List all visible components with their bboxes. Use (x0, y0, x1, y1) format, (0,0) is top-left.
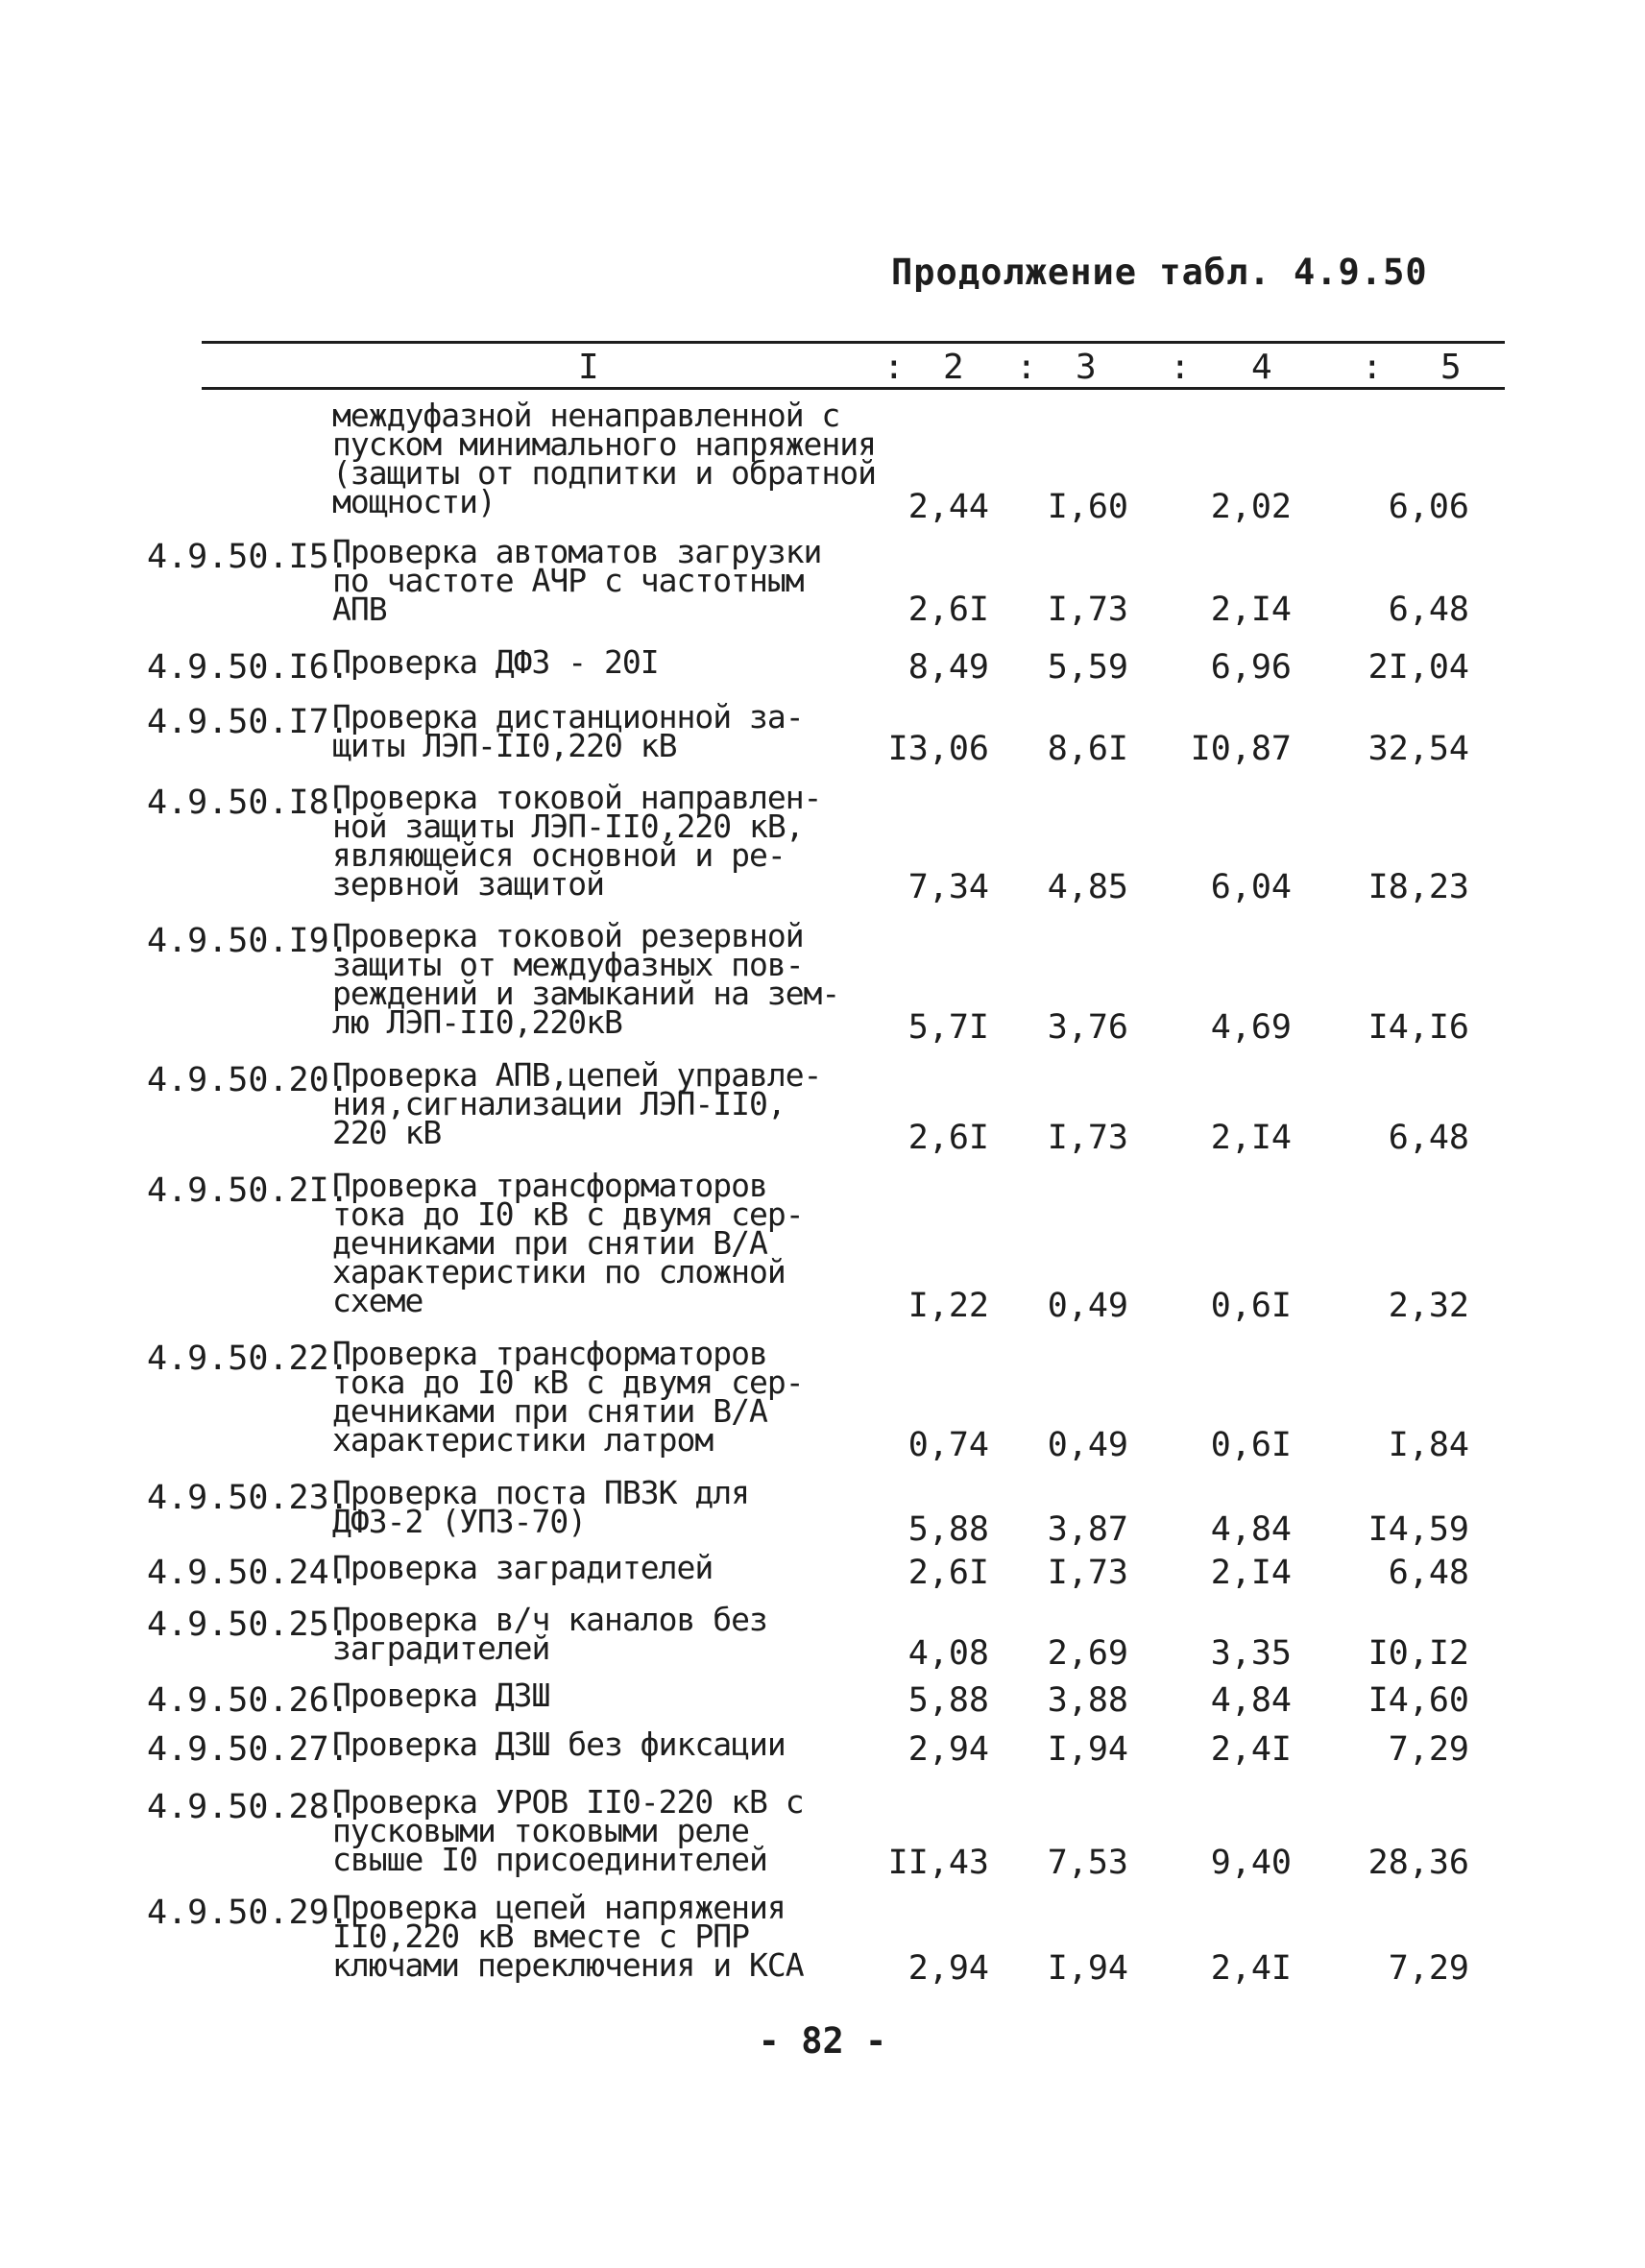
value-col-5: I4,60 (1367, 1681, 1469, 1720)
value-col-3: 2,69 (1047, 1634, 1128, 1673)
value-col-2: 2,6I (907, 591, 989, 629)
value-col-5: I8,23 (1367, 868, 1469, 906)
item-description: Проверка токовой резервной защиты от междуфазных пов- реждений и замыканий на зем- лю ЛЭП-II0,220кВ (332, 917, 840, 1041)
table-header-rule (202, 387, 1505, 390)
value-col-3: 3,87 (1047, 1510, 1128, 1549)
value-col-4: 6,96 (1210, 648, 1292, 687)
page-number: - 82 - (758, 2020, 887, 2062)
item-description: Проверка поста ПВЗК для ДФЗ-2 (УПЗ-70) (332, 1474, 749, 1540)
value-col-2: II,43 (887, 1844, 989, 1882)
value-col-4: 2,4I (1210, 1949, 1292, 1988)
item-description: Проверка УРОВ II0-220 кВ с пусковыми токовыми реле свыше I0 присоединителей (332, 1783, 804, 1878)
value-col-5: 28,36 (1367, 1844, 1469, 1882)
header-col-1: I (578, 348, 599, 387)
item-description: междуфазной ненаправленной с пуском минимального напряжения (защиты от подпитки и обратной мощности) (332, 397, 877, 520)
item-description: Проверка цепей напряжения II0,220 кВ вместе с РПР ключами переключения и КСА (332, 1889, 804, 1984)
item-code: 4.9.50.23. (147, 1479, 350, 1517)
item-code: 4.9.50.I6. (147, 648, 350, 687)
value-col-4: 2,I4 (1210, 1554, 1292, 1592)
table-caption: Продолжение табл. 4.9.50 (891, 252, 1428, 293)
value-col-3: 3,76 (1047, 1008, 1128, 1047)
item-code: 4.9.50.2I. (147, 1171, 350, 1210)
value-col-5: 2I,04 (1367, 648, 1469, 687)
item-description: Проверка в/ч каналов без заградителей (332, 1601, 767, 1667)
value-col-3: 4,85 (1047, 868, 1128, 906)
value-col-3: I,60 (1047, 488, 1128, 526)
item-description: Проверка АПВ,цепей управле- ния,сигнализации ЛЭП-II0, 220 кВ (332, 1056, 822, 1151)
value-col-5: 6,06 (1388, 488, 1469, 526)
value-col-4: 9,40 (1210, 1844, 1292, 1882)
header-col-2: 2 (943, 348, 964, 387)
item-code: 4.9.50.I9. (147, 922, 350, 960)
item-description: Проверка ДЗШ без фиксации (332, 1725, 786, 1763)
value-col-2: 2,44 (907, 488, 989, 526)
header-separator: : (1016, 348, 1037, 387)
value-col-2: I,22 (907, 1287, 989, 1325)
value-col-5: I4,I6 (1367, 1008, 1469, 1047)
table-top-rule (202, 341, 1505, 344)
value-col-4: 2,I4 (1210, 591, 1292, 629)
value-col-4: 2,I4 (1210, 1119, 1292, 1157)
header-col-5: 5 (1440, 348, 1462, 387)
item-code: 4.9.50.28. (147, 1788, 350, 1826)
value-col-3: 7,53 (1047, 1844, 1128, 1882)
header-separator: : (883, 348, 905, 387)
item-description: Проверка ДФЗ - 20I (332, 643, 659, 681)
value-col-5: 6,48 (1388, 1554, 1469, 1592)
item-code: 4.9.50.26. (147, 1681, 350, 1720)
value-col-3: I,73 (1047, 1554, 1128, 1592)
item-description: Проверка трансформаторов тока до I0 кВ с двумя сер- дечниками при снятии В/А характеристики латром (332, 1335, 804, 1459)
value-col-2: 5,7I (907, 1008, 989, 1047)
value-col-3: I,94 (1047, 1730, 1128, 1769)
value-col-5: 7,29 (1388, 1949, 1469, 1988)
value-col-2: 0,74 (907, 1426, 989, 1464)
value-col-3: 5,59 (1047, 648, 1128, 687)
item-code: 4.9.50.I7. (147, 703, 350, 741)
item-code: 4.9.50.27. (147, 1730, 350, 1769)
value-col-5: I0,I2 (1367, 1634, 1469, 1673)
item-code: 4.9.50.I8. (147, 784, 350, 822)
value-col-2: 7,34 (907, 868, 989, 906)
value-col-5: 7,29 (1388, 1730, 1469, 1769)
value-col-4: 4,84 (1210, 1510, 1292, 1549)
value-col-2: 2,6I (907, 1119, 989, 1157)
item-code: 4.9.50.22. (147, 1339, 350, 1378)
value-col-2: 5,88 (907, 1510, 989, 1549)
item-code: 4.9.50.25. (147, 1605, 350, 1644)
item-description: Проверка ДЗШ (332, 1677, 550, 1714)
value-col-5: 2,32 (1388, 1287, 1469, 1325)
value-col-4: I0,87 (1190, 730, 1292, 768)
value-col-2: 5,88 (907, 1681, 989, 1720)
value-col-2: 2,94 (907, 1730, 989, 1769)
value-col-2: 4,08 (907, 1634, 989, 1673)
value-col-3: I,73 (1047, 1119, 1128, 1157)
value-col-3: 0,49 (1047, 1426, 1128, 1464)
value-col-3: 3,88 (1047, 1681, 1128, 1720)
header-col-4: 4 (1251, 348, 1272, 387)
item-code: 4.9.50.I5. (147, 538, 350, 576)
value-col-4: 2,4I (1210, 1730, 1292, 1769)
value-col-4: 3,35 (1210, 1634, 1292, 1673)
item-description: Проверка заградителей (332, 1549, 714, 1586)
value-col-4: 4,84 (1210, 1681, 1292, 1720)
value-col-3: 8,6I (1047, 730, 1128, 768)
value-col-5: 32,54 (1367, 730, 1469, 768)
item-code: 4.9.50.29. (147, 1894, 350, 1932)
value-col-4: 4,69 (1210, 1008, 1292, 1047)
value-col-2: 2,6I (907, 1554, 989, 1592)
header-separator: : (1170, 348, 1191, 387)
value-col-3: 0,49 (1047, 1287, 1128, 1325)
item-code: 4.9.50.24. (147, 1554, 350, 1592)
value-col-5: I,84 (1388, 1426, 1469, 1464)
value-col-4: 2,02 (1210, 488, 1292, 526)
value-col-5: I4,59 (1367, 1510, 1469, 1549)
item-code: 4.9.50.20. (147, 1061, 350, 1099)
header-separator: : (1362, 348, 1383, 387)
value-col-3: I,94 (1047, 1949, 1128, 1988)
value-col-2: 8,49 (907, 648, 989, 687)
value-col-3: I,73 (1047, 591, 1128, 629)
value-col-2: 2,94 (907, 1949, 989, 1988)
value-col-2: I3,06 (887, 730, 989, 768)
value-col-4: 0,6I (1210, 1287, 1292, 1325)
item-description: Проверка автоматов загрузки по частоте АЧР с частотным АПВ (332, 533, 822, 628)
item-description: Проверка токовой направлен- ной защиты ЛЭП-II0,220 кВ, являющейся основной и ре- зервной защитой (332, 779, 822, 903)
header-col-3: 3 (1076, 348, 1097, 387)
value-col-4: 0,6I (1210, 1426, 1292, 1464)
value-col-5: 6,48 (1388, 1119, 1469, 1157)
item-description: Проверка трансформаторов тока до I0 кВ с двумя сер- дечниками при снятии В/А характеристики по сложной схеме (332, 1167, 804, 1319)
item-description: Проверка дистанционной за- щиты ЛЭП-II0,220 кВ (332, 698, 804, 764)
value-col-5: 6,48 (1388, 591, 1469, 629)
value-col-4: 6,04 (1210, 868, 1292, 906)
